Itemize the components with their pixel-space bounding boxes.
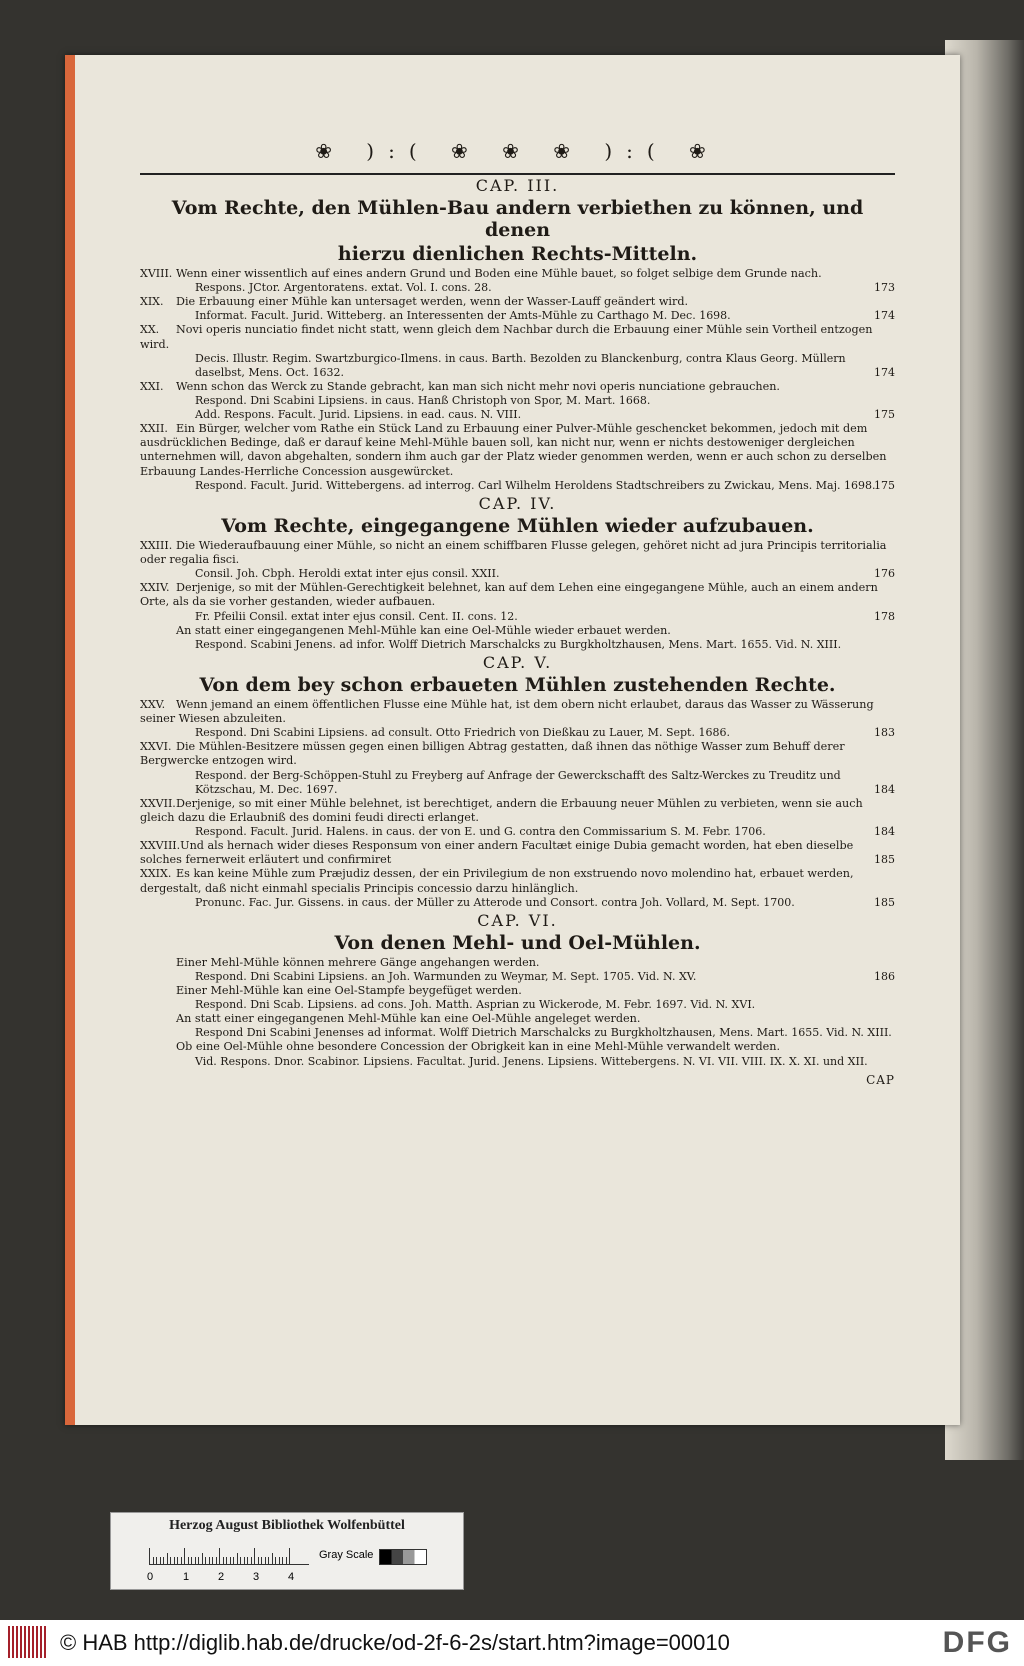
reference-text: Pronunc. Fac. Jur. Gissens. in caus. der Müller zu Atterode und Consort. contra Joh. Vollard, M. Sept. 1700.	[195, 895, 795, 909]
page-edge	[65, 55, 75, 1425]
ruler-tick	[209, 1557, 210, 1564]
reference-text: Respond. Facult. Jurid. Halens. in caus. der von E. und G. contra den Commissarium S. M. Febr. 1706.	[195, 825, 766, 839]
entry-text: Novi operis nunciatio findet nicht statt, wenn gleich dem Nachbar durch die Erbauung einer Mühle sein Vortheil entzogen wird.	[140, 323, 873, 351]
entry-reference	[140, 352, 895, 380]
entry-reference	[140, 970, 895, 984]
page-reference: 174	[874, 309, 895, 323]
entry-number: XXI.	[140, 379, 164, 393]
entry	[140, 984, 895, 998]
entry	[140, 267, 895, 281]
entry	[140, 422, 895, 479]
ruler-tick	[268, 1557, 269, 1564]
page-reference: 176	[874, 567, 895, 581]
entry-text: Wenn schon das Werck zu Stande gebracht, kan man sich nicht mehr novi operis nunciatione gebrauchen.	[176, 379, 780, 393]
entry-text: Die Wiederaufbauung einer Mühle, so nicht an einem schiffbaren Flusse gelegen, gehöret nicht ad jura Principis territorialia oder regalia fisci.	[140, 538, 887, 567]
ruler-number: 2	[218, 1571, 225, 1583]
reference-text: Vid. Respons. Dnor. Scabinor. Lipsiens. Facultat. Jurid. Jenens. Lipsiens. Wittebergens. N. VI. VII. VIII. IX. X. XI. und XII.	[195, 1054, 868, 1068]
entry-reference	[140, 567, 895, 581]
ruler-tick	[216, 1557, 217, 1564]
ruler-tick	[163, 1557, 164, 1564]
entry-number: XXVII.	[140, 796, 176, 810]
entry-number: XX.	[140, 323, 160, 337]
reference-text: Respond. der Berg-Schöppen-Stuhl zu Freyberg auf Anfrage der Gewerckschafft des Saltz-Werckes zu Treuditz und Kötzschau, M. Dec. 1697.	[195, 768, 841, 796]
ruler-tick	[212, 1557, 213, 1564]
ruler-tick	[233, 1557, 234, 1564]
page-reference: 184	[874, 782, 895, 796]
ruler-tick	[205, 1557, 206, 1564]
ruler-tick	[195, 1557, 196, 1564]
ruler-number: 3	[253, 1571, 260, 1583]
library-label-card	[110, 1512, 464, 1590]
ruler-tick	[174, 1557, 175, 1564]
entry-reference	[140, 394, 895, 408]
entry-text: Wenn einer wissentlich auf eines andern Grund und Boden eine Mühle bauet, so folget selbige dem Grunde nach.	[176, 267, 822, 280]
entry	[140, 698, 895, 726]
ruler-tick	[244, 1557, 245, 1564]
entry	[140, 624, 895, 638]
ruler-tick	[170, 1557, 171, 1564]
ruler-tick	[202, 1553, 203, 1564]
page-reference: 173	[874, 281, 895, 295]
reference-text: Consil. Joh. Cbph. Heroldi extat inter ejus consil. XXII.	[195, 567, 500, 581]
ruler-tick	[254, 1548, 255, 1564]
entry-number: XXIII.	[140, 538, 173, 552]
entry-text: Derjenige, so mit einer Mühle belehnet, ist berechtiget, andern die Erbauung neuer Mühlen zu verbieten, wenn sie auch gleich dazu die Erlaubniß des domini feudi directi erlanget.	[140, 796, 863, 824]
entry-text: Einer Mehl-Mühle kan eine Oel-Stampfe beygefüget werden.	[176, 984, 522, 998]
ruler-tick	[160, 1557, 161, 1564]
ruler-tick	[219, 1548, 220, 1564]
reference-text: Respond. Dni Scabini Lipsiens. ad consult. Otto Friedrich von Dießkau zu Lauer, M. Sept. 1686.	[195, 726, 730, 740]
entry	[140, 323, 895, 351]
ruler-number: 0	[147, 1571, 154, 1583]
entry-reference	[140, 825, 895, 839]
ruler-tick	[237, 1553, 238, 1564]
entry	[140, 1012, 895, 1026]
ruler-tick	[184, 1548, 185, 1564]
entry-number: XXVI.	[140, 740, 172, 754]
ruler-tick	[153, 1557, 154, 1564]
entry	[140, 797, 895, 825]
page-reference: 184	[874, 825, 895, 839]
chapter-heading: Von denen Mehl- und Oel-Mühlen.	[334, 931, 701, 954]
entry	[140, 956, 895, 970]
entry-text: Und als hernach wider dieses Responsum von einer andern Facultæt einige Dubia gemacht worden, hat eben dieselbe solches fernerweit erläutert und confirmiret	[140, 839, 854, 867]
entry	[140, 581, 895, 609]
entry	[140, 1040, 895, 1054]
entry-reference	[140, 281, 895, 295]
entry-number: XXIX.	[140, 867, 172, 881]
ruler-tick	[240, 1557, 241, 1564]
ruler-number: 1	[183, 1571, 190, 1583]
entry-text: Die Erbauung einer Mühle kan untersaget werden, wenn der Wasser-Lauff geändert wird.	[176, 295, 689, 309]
entry-text: An statt einer eingegangenen Mehl-Mühle kan eine Oel-Mühle wieder erbauet werden.	[176, 623, 671, 637]
ruler-tick	[258, 1557, 259, 1564]
entry-reference	[140, 309, 895, 323]
entry	[140, 867, 895, 895]
page-reference: 183	[874, 726, 895, 740]
ruler-number: 4	[288, 1571, 295, 1583]
ruler-tick	[167, 1553, 168, 1564]
reference-text: Respond. Dni Scab. Lipsiens. ad cons. Joh. Matth. Asprian zu Wickerode, M. Febr. 1697. Vid. N. XVI.	[195, 998, 756, 1012]
reference-text: Fr. Pfeilii Consil. extat inter ejus consil. Cent. II. cons. 12.	[195, 609, 518, 623]
ruler-tick	[226, 1557, 227, 1564]
entry-number: XVIII.	[140, 267, 173, 280]
page-reference: 178	[874, 609, 895, 623]
entry-reference	[140, 998, 895, 1012]
page-reference: 185	[874, 853, 895, 867]
entry-text: Derjenige, so mit der Mühlen-Gerechtigkeit belehnet, kan auf dem Lehen eine eingegangene Mühle, auch an einem andern Orte, als da sie vorher gestanden, wieder aufbauen.	[140, 581, 878, 609]
reference-text: Decis. Illustr. Regim. Swartzburgico-Ilmens. in caus. Barth. Bezolden zu Blanckenburg, contra Klaus Georg. Müllern daselbst, Mens. Oct. 1632.	[195, 351, 846, 379]
ruler-tick	[265, 1557, 266, 1564]
ruler-tick	[282, 1557, 283, 1564]
entry	[140, 839, 895, 867]
ruler-tick	[156, 1557, 157, 1564]
ruler-tick	[289, 1548, 290, 1564]
entry-reference	[140, 610, 895, 624]
entry	[140, 380, 895, 394]
ornament-band: ❀ ):( ❀ ❀ ❀ ):( ❀	[315, 139, 720, 163]
ruler-tick	[198, 1557, 199, 1564]
entry-reference	[140, 726, 895, 740]
chapter-heading: Vom Rechte, den Mühlen-Bau andern verbiethen zu können, und denen	[171, 197, 864, 241]
page-reference: 186	[874, 970, 895, 984]
reference-text: Respond Dni Scabini Jenenses ad informat. Wolff Dietrich Marschalcks zu Burgkholtzhausen, Mens. Mart. 1655. Vid. N. XIII.	[195, 1026, 892, 1040]
chapter-number: CAP. III.	[475, 176, 560, 195]
entry-text: Die Mühlen-Besitzere müssen gegen einen billigen Abtrag gestatten, daß ihnen das nöthige Wasser zum Behuff derer Bergwercke entzogen wird.	[140, 740, 845, 768]
gray-scale-bar	[379, 1549, 427, 1565]
ruler-tick	[275, 1557, 276, 1564]
ruler-tick	[181, 1557, 182, 1564]
page-content	[140, 82, 895, 1087]
dfg-logo: DFG	[942, 1626, 1012, 1659]
chapter-number: CAP. IV.	[478, 493, 557, 513]
entry-reference	[140, 1055, 895, 1069]
ruler-tick	[149, 1548, 150, 1564]
entry-number: XIX.	[140, 295, 164, 309]
ruler-tick	[272, 1553, 273, 1564]
entry-reference	[140, 896, 895, 910]
ruler-tick	[247, 1557, 248, 1564]
page-reference: 174	[874, 365, 895, 379]
barcode-icon	[8, 1626, 48, 1658]
chapter-heading: hierzu dienlichen Rechts-Mitteln.	[337, 243, 698, 265]
entry-text: Es kan keine Mühle zum Præjudiz dessen, der ein Privilegium de non exstruendo novo molendino hat, erbauet werden, dergestalt, daß nicht einmahl specialis Principis concessio darzu hinlänglich.	[140, 867, 854, 895]
ruler-tick	[279, 1557, 280, 1564]
entry-text: Ein Bürger, welcher vom Rathe ein Stück Land zu Erbauung einer Pulver-Mühle geschencket bekommen, jedoch mit dem ausdrücklichen Bedinge, daß er darauf keine Mehl-Mühle bauen soll, kan nicht nur, wenn er nichts destoweniger dergleichen unternehmen will, davon abgehalten, sondern ihm auch gar der Platz wieder genommen werden, wenn er auch schon zu derselben Erbauung Landes-Herrliche Concession ausgewürcket.	[140, 422, 887, 478]
page-reference: 185	[874, 895, 895, 909]
entry-reference	[140, 479, 895, 493]
ruler-tick	[191, 1557, 192, 1564]
ruler-tick	[251, 1557, 252, 1564]
scale-ruler	[149, 1546, 309, 1565]
ruler-tick	[223, 1557, 224, 1564]
header-rule	[140, 173, 895, 175]
reference-text: Add. Respons. Facult. Jurid. Lipsiens. in ead. caus. N. VIII.	[195, 408, 522, 422]
entry-reference	[140, 769, 895, 797]
gray-scale-label: Gray Scale	[319, 1549, 374, 1561]
chapter-heading: Vom Rechte, eingegangene Mühlen wieder aufzubauen.	[221, 514, 814, 537]
ruler-tick	[177, 1557, 178, 1564]
chapter-number: CAP. V.	[482, 652, 553, 672]
entry-text: Einer Mehl-Mühle können mehrere Gänge angehangen werden.	[176, 955, 540, 969]
ruler-tick	[286, 1557, 287, 1564]
reference-text: Respond. Dni Scabini Lipsiens. an Joh. Warmunden zu Weymar, M. Sept. 1705. Vid. N. XV.	[195, 970, 697, 984]
page-reference: 175	[874, 408, 895, 422]
entry-text: Wenn jemand an einem öffentlichen Flusse eine Mühle hat, ist dem obern nicht erlaubet, daraus das Wasser zu Wässerung seiner Wiesen abzuleiten.	[140, 697, 874, 726]
catchword: CAP	[866, 1072, 895, 1087]
reference-text: Informat. Facult. Jurid. Witteberg. an Interessenten der Amts-Mühle zu Carthago M. Dec. 1698.	[195, 309, 731, 323]
ruler-tick	[230, 1557, 231, 1564]
entry	[140, 539, 895, 567]
chapter-heading: Von dem bey schon erbaueten Mühlen zustehenden Rechte.	[199, 673, 836, 696]
entry-number: XXII.	[140, 422, 168, 436]
entry	[140, 740, 895, 768]
entry	[140, 295, 895, 309]
entry-number: XXVIII.	[140, 839, 181, 853]
entry-text: Ob eine Oel-Mühle ohne besondere Concession der Obrigkeit kan in eine Mehl-Mühle verwandelt werden.	[176, 1040, 781, 1054]
ruler-tick	[261, 1557, 262, 1564]
page-reference: 175	[874, 478, 895, 492]
reference-text: Respond. Scabini Jenens. ad infor. Wolff Dietrich Marschalcks zu Burgkholtzhausen, Mens. Mart. 1655. Vid. N. XIII.	[195, 637, 842, 651]
ruler-tick	[188, 1557, 189, 1564]
library-name: Herzog August Bibliothek Wolfenbüttel	[169, 1518, 405, 1533]
footer-bar	[0, 1620, 1024, 1666]
sections	[140, 177, 895, 1069]
reference-text: Respond. Dni Scabini Lipsiens. in caus. Hanß Christoph von Spor, M. Mart. 1668.	[195, 394, 651, 408]
chapter-number: CAP. VI.	[477, 910, 558, 930]
entry-reference	[140, 1026, 895, 1040]
entry-number: XXIV.	[140, 581, 170, 595]
reference-text: Respons. JCtor. Argentoratens. extat. Vol. I. cons. 28.	[195, 281, 492, 295]
entry-number: XXV.	[140, 697, 166, 711]
entry-reference	[140, 408, 895, 422]
entry-text: An statt einer eingegangenen Mehl-Mühle kan eine Oel-Mühle angeleget werden.	[176, 1012, 641, 1026]
entry-reference	[140, 638, 895, 652]
footer-url[interactable]: © HAB http://diglib.hab.de/drucke/od-2f-6-2s/start.htm?image=00010	[60, 1630, 730, 1655]
reference-text: Respond. Facult. Jurid. Wittebergens. ad interrog. Carl Wilhelm Heroldens Stadtschreibers zu Zwickau, Mens. Maj. 1698.	[195, 478, 876, 492]
